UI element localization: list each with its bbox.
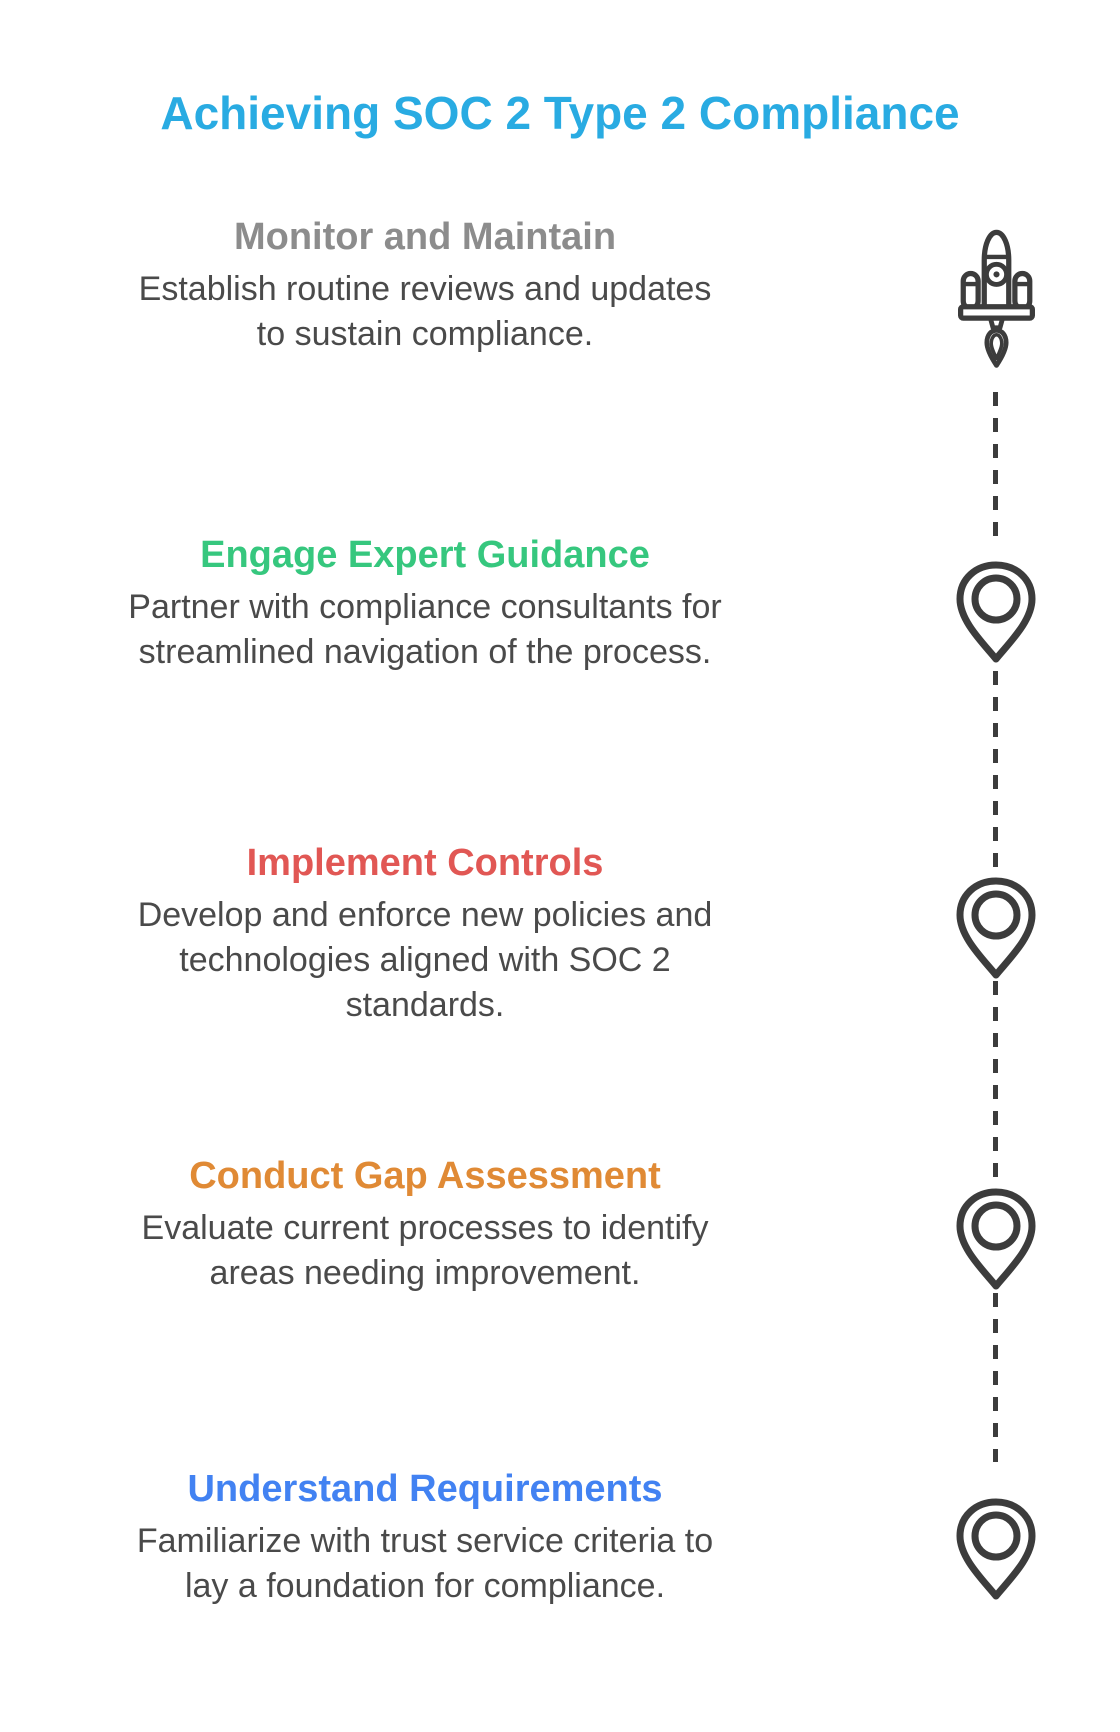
- timeline-dash-segment: [993, 392, 998, 544]
- step-description: Establish routine reviews and updates to sustain compliance.: [138, 270, 712, 353]
- rocket-icon: [957, 228, 1036, 368]
- step-section-conduct-gap-assessment: [55, 1154, 795, 1296]
- step-section-engage-expert-guidance: [55, 533, 795, 675]
- step-section-monitor-and-maintain: [55, 215, 795, 357]
- timeline-dash-segment: [993, 981, 998, 1178]
- timeline-dash-segment: [993, 671, 998, 867]
- step-description: Develop and enforce new policies and technologies aligned with SOC 2 standards.: [137, 896, 713, 1024]
- step-section-understand-requirements: [55, 1467, 795, 1609]
- step-description: Partner with compliance consultants for streamlined navigation of the process.: [128, 588, 722, 671]
- step-description: Evaluate current processes to identify areas needing improvement.: [141, 1209, 709, 1292]
- map-pin-icon: [953, 875, 1039, 979]
- step-title: Implement Controls: [246, 842, 604, 884]
- map-pin-icon: [953, 1186, 1039, 1290]
- map-pin-icon: [953, 559, 1039, 663]
- step-title: Understand Requirements: [187, 1468, 663, 1510]
- step-section-implement-controls: [55, 841, 795, 1028]
- step-title: Monitor and Maintain: [233, 216, 617, 258]
- page-title: Achieving SOC 2 Type 2 Compliance: [160, 87, 960, 139]
- timeline-dash-segment: [993, 1293, 998, 1462]
- step-title: Conduct Gap Assessment: [189, 1155, 661, 1197]
- step-title: Engage Expert Guidance: [200, 534, 650, 576]
- map-pin-icon: [953, 1496, 1039, 1600]
- step-description: Familiarize with trust service criteria to lay a foundation for compliance.: [136, 1522, 714, 1605]
